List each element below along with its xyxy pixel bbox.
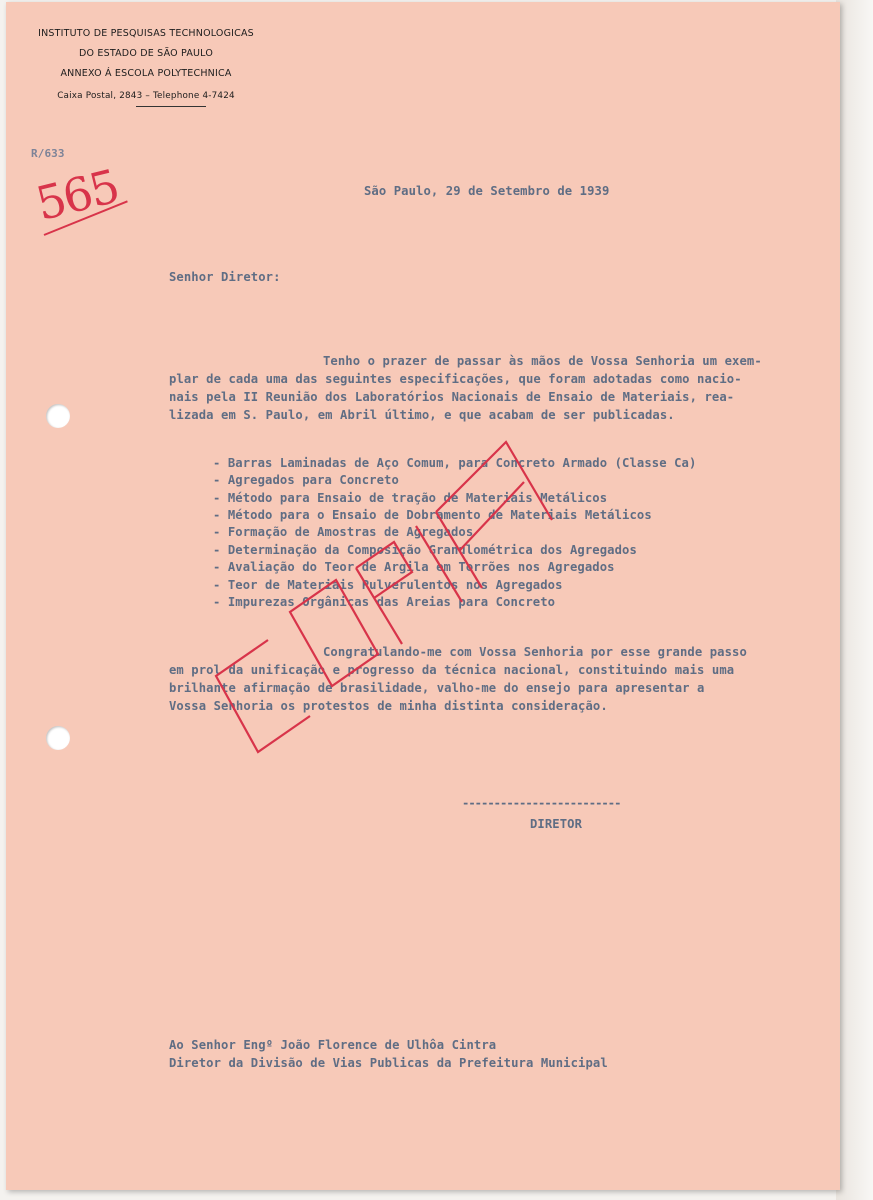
letterhead bbox=[26, 24, 266, 107]
punch-hole-lower bbox=[46, 726, 70, 750]
handwritten-number: 565 bbox=[30, 158, 124, 232]
letterhead-line-2: DO ESTADO DE SÃO PAULO bbox=[79, 48, 213, 59]
stamp-letter-i bbox=[416, 526, 462, 602]
list-item: - Avaliação do Teor de Argila em Torrões nos Agregados bbox=[213, 560, 615, 574]
list-item: - Formação de Amostras de Agregados bbox=[213, 525, 474, 539]
punch-hole-upper bbox=[46, 404, 70, 428]
reference-code: R/633 bbox=[31, 147, 65, 160]
signature-title: DIRETOR bbox=[530, 817, 583, 831]
letterhead-rule bbox=[136, 106, 206, 107]
paragraph-1-line: plar de cada uma das seguintes especificações, que foram adotadas como nacio- bbox=[169, 372, 742, 386]
list-item: - Impurezas Orgânicas das Areias para Concreto bbox=[213, 595, 556, 609]
letterhead-contact: Caixa Postal, 2843 – Telephone 4-7424 bbox=[57, 91, 235, 101]
copia-stamp bbox=[206, 422, 586, 762]
paragraph-1-line: lizada em S. Paulo, em Abril último, e que acabam de ser publicadas. bbox=[169, 408, 675, 422]
letter-page bbox=[6, 2, 840, 1190]
paragraph-2-line: brilhante afirmação de brasilidade, valho-me do ensejo para apresentar a bbox=[169, 681, 705, 695]
letterhead-line-1: INSTITUTO DE PESQUISAS TECHNOLOGICAS bbox=[38, 28, 254, 39]
paragraph-1-line: Tenho o prazer de passar às mãos de Vossa Senhoria um exem- bbox=[323, 354, 762, 368]
list-item: - Método para o Ensaio de Dobramento de Materiais Metálicos bbox=[213, 508, 652, 522]
paragraph-2-line: em prol da unificação e progresso da técnica nacional, constituindo mais uma bbox=[169, 663, 735, 677]
list-item: - Determinação da Composição Granulométrica dos Agregados bbox=[213, 543, 637, 557]
salutation: Senhor Diretor: bbox=[169, 270, 281, 284]
stamp-letter-a bbox=[436, 442, 552, 588]
page-edge bbox=[836, 0, 873, 1200]
paragraph-1-line: nais pela II Reunião dos Laboratórios Nacionais de Ensaio de Materiais, rea- bbox=[169, 390, 735, 404]
list-item: - Agregados para Concreto bbox=[213, 473, 399, 487]
paragraph-2-line: Vossa Senhoria os protestos de minha distinta consideração. bbox=[169, 699, 608, 713]
addressee-title: Diretor da Divisão de Vias Publicas da Prefeitura Municipal bbox=[169, 1056, 608, 1070]
stamp-letter-o bbox=[290, 580, 378, 686]
list-item: - Barras Laminadas de Aço Comum, para Concreto Armado (Classe Ca) bbox=[213, 456, 697, 470]
date-line: São Paulo, 29 de Setembro de 1939 bbox=[364, 184, 610, 198]
letterhead-line-3: ANNEXO Á ESCOLA POLYTECHNICA bbox=[60, 68, 232, 79]
list-item: - Método para Ensaio de tração de Materiais Metálicos bbox=[213, 491, 608, 505]
stamp-letter-c bbox=[216, 640, 310, 752]
addressee-name: Ao Senhor Engº João Florence de Ulhôa Cintra bbox=[169, 1038, 497, 1052]
list-item: - Teor de Materiais Pulverulentos nos Agregados bbox=[213, 578, 563, 592]
paragraph-2-line: Congratulando-me com Vossa Senhoria por esse grande passo bbox=[323, 645, 747, 659]
signature-line: ------------------------- bbox=[462, 796, 621, 810]
